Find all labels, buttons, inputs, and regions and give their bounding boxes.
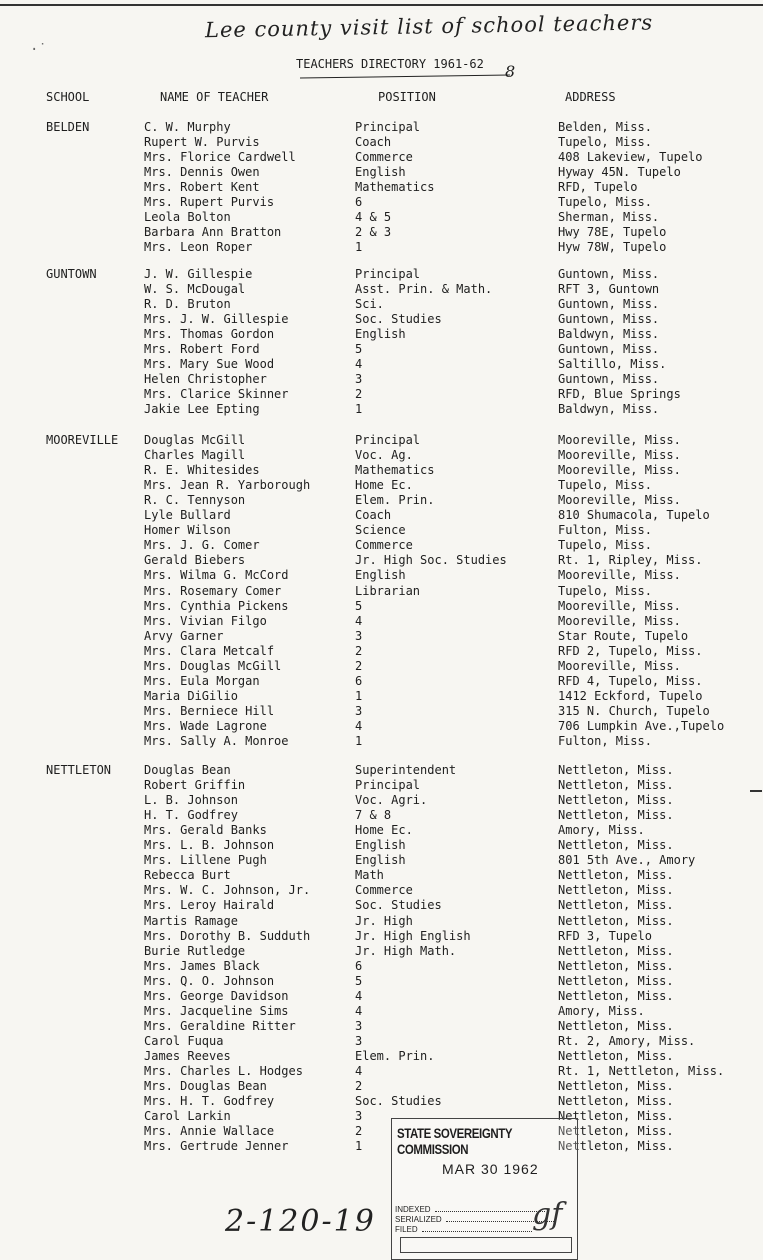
- address-cell: Nettleton, Miss.: [558, 883, 674, 898]
- address-cell: 706 Lumpkin Ave.,Tupelo: [558, 718, 725, 733]
- table-row: [0, 553, 763, 568]
- position-cell: Math: [355, 868, 384, 883]
- position-cell: 7 & 8: [355, 808, 392, 823]
- school-cell: MOOREVILLE: [46, 433, 119, 447]
- table-row: [0, 719, 763, 734]
- teacher-name-cell: Mrs. Sally A. Monroe: [144, 734, 289, 748]
- address-cell: Mooreville, Miss.: [558, 493, 681, 508]
- position-cell: 1: [355, 1139, 363, 1154]
- position-cell: 3: [355, 703, 363, 718]
- table-row: [0, 240, 763, 255]
- teacher-name-cell: Mrs. Eula Morgan: [144, 673, 260, 688]
- table-row: [0, 357, 763, 372]
- position-cell: Mathematics: [355, 180, 435, 195]
- address-cell: RFD, Tupelo: [558, 180, 638, 195]
- table-row: [0, 584, 763, 599]
- title-underline: [300, 75, 510, 79]
- teacher-name-cell: R. C. Tennyson: [144, 493, 246, 508]
- table-row: [0, 210, 763, 225]
- table-row: [0, 1109, 763, 1124]
- teacher-name-cell: L. B. Johnson: [144, 793, 238, 808]
- position-cell: English: [355, 165, 406, 180]
- teacher-name-cell: Mrs. Douglas McGill: [144, 658, 282, 673]
- table-row: [0, 1049, 763, 1064]
- position-cell: Science: [355, 523, 406, 538]
- teacher-name-cell: Mrs. Dorothy B. Sudduth: [144, 928, 311, 943]
- teacher-name-cell: Carol Fuqua: [144, 1033, 224, 1048]
- address-cell: Nettleton, Miss.: [558, 1079, 674, 1094]
- teacher-name-cell: Mrs. Jean R. Yarborough: [144, 478, 311, 493]
- table-row: [0, 478, 763, 493]
- table-row: [0, 448, 763, 463]
- table-row: [0, 1034, 763, 1049]
- position-cell: 6: [355, 958, 363, 973]
- address-cell: RFD 4, Tupelo, Miss.: [558, 673, 703, 688]
- position-cell: Jr. High Soc. Studies: [355, 553, 507, 568]
- teacher-name-cell: Mrs. Leon Roper: [144, 240, 253, 255]
- table-row: [0, 853, 763, 868]
- address-cell: Guntown, Miss.: [558, 372, 660, 387]
- teacher-name-cell: Mrs. Mary Sue Wood: [144, 357, 275, 372]
- table-row: [0, 327, 763, 342]
- teacher-name-cell: Homer Wilson: [144, 523, 231, 538]
- address-cell: Nettleton, Miss.: [558, 988, 674, 1003]
- teacher-name-cell: Mrs. Wilma G. McCord: [144, 568, 289, 583]
- table-row: [0, 838, 763, 853]
- teacher-name-cell: Mrs. Clara Metcalf: [144, 643, 275, 658]
- table-row: [0, 989, 763, 1004]
- position-cell: Sci.: [355, 297, 384, 312]
- address-cell: Nettleton, Miss.: [558, 808, 674, 823]
- position-cell: 2: [355, 658, 363, 673]
- position-cell: Principal: [355, 120, 421, 134]
- address-cell: 1412 Eckford, Tupelo: [558, 688, 703, 703]
- teacher-name-cell: R. E. Whitesides: [144, 463, 260, 478]
- table-row: [0, 508, 763, 523]
- table-row: [0, 342, 763, 357]
- position-cell: 2 & 3: [355, 225, 392, 240]
- table-row: [0, 135, 763, 150]
- table-row: [0, 734, 763, 749]
- position-cell: 5: [355, 342, 363, 357]
- teacher-name-cell: Mrs. H. T. Godfrey: [144, 1094, 275, 1109]
- table-row: [0, 1079, 763, 1094]
- table-row: [0, 523, 763, 538]
- teacher-name-cell: Rebecca Burt: [144, 868, 231, 883]
- address-cell: Nettleton, Miss.: [558, 898, 674, 913]
- teacher-name-cell: Mrs. Q. O. Johnson: [144, 973, 275, 988]
- table-row: [0, 180, 763, 195]
- position-cell: Elem. Prin.: [355, 1048, 435, 1063]
- table-row: [0, 165, 763, 180]
- teacher-name-cell: Leola Bolton: [144, 210, 231, 225]
- header-position: POSITION: [378, 90, 436, 104]
- table-row: [0, 974, 763, 989]
- address-cell: Star Route, Tupelo: [558, 628, 689, 643]
- position-cell: Commerce: [355, 883, 413, 898]
- table-row: [0, 629, 763, 644]
- title-mark: 8: [505, 62, 516, 81]
- position-cell: Coach: [355, 135, 392, 150]
- table-row: [0, 297, 763, 312]
- address-cell: Nettleton, Miss.: [558, 1048, 674, 1063]
- table-row: [0, 793, 763, 808]
- table-row: [0, 493, 763, 508]
- position-cell: 4: [355, 718, 363, 733]
- top-border: [0, 4, 763, 6]
- table-row: [0, 898, 763, 913]
- address-cell: Rt. 1, Ripley, Miss.: [558, 553, 703, 568]
- table-row: [0, 1094, 763, 1109]
- address-cell: RFD 2, Tupelo, Miss.: [558, 643, 703, 658]
- table-row: [0, 402, 763, 417]
- teacher-name-cell: Mrs. Cynthia Pickens: [144, 598, 289, 613]
- teacher-name-cell: Arvy Garner: [144, 628, 224, 643]
- address-cell: Baldwyn, Miss.: [558, 327, 660, 342]
- position-cell: 1: [355, 402, 363, 417]
- address-cell: Nettleton, Miss.: [558, 1124, 674, 1139]
- address-cell: Mooreville, Miss.: [558, 568, 681, 583]
- table-row: [0, 120, 763, 135]
- address-cell: Tupelo, Miss.: [558, 538, 652, 553]
- table-row: [0, 599, 763, 614]
- table-row: [0, 538, 763, 553]
- table-row: [0, 1004, 763, 1019]
- teacher-name-cell: Mrs. Gertrude Jenner: [144, 1139, 289, 1154]
- address-cell: Nettleton, Miss.: [558, 763, 674, 777]
- position-cell: Principal: [355, 433, 421, 447]
- position-cell: 3: [355, 1033, 363, 1048]
- table-row: [0, 808, 763, 823]
- table-row: [0, 914, 763, 929]
- address-cell: Guntown, Miss.: [558, 297, 660, 312]
- position-cell: 4: [355, 613, 363, 628]
- address-cell: Nettleton, Miss.: [558, 913, 674, 928]
- position-cell: 3: [355, 1018, 363, 1033]
- table-row: [0, 463, 763, 478]
- stamp-filed: FILED: [395, 1225, 532, 1234]
- teacher-name-cell: Mrs. Charles L. Hodges: [144, 1064, 303, 1078]
- table-row: [0, 644, 763, 659]
- teacher-name-cell: Mrs. Rosemary Comer: [144, 583, 282, 598]
- teacher-name-cell: Mrs. Leroy Hairald: [144, 898, 275, 913]
- teacher-name-cell: Mrs. Berniece Hill: [144, 703, 275, 718]
- teacher-name-cell: W. S. McDougal: [144, 282, 246, 297]
- position-cell: 2: [355, 1124, 363, 1139]
- position-cell: Asst. Prin. & Math.: [355, 282, 493, 297]
- table-row: [0, 150, 763, 165]
- address-cell: Hyw 78W, Tupelo: [558, 240, 667, 255]
- address-cell: Mooreville, Miss.: [558, 463, 681, 478]
- table-row: [0, 689, 763, 704]
- address-cell: Nettleton, Miss.: [558, 1094, 674, 1109]
- teacher-name-cell: H. T. Godfrey: [144, 808, 238, 823]
- table-row: [0, 778, 763, 793]
- position-cell: 4: [355, 1003, 363, 1018]
- position-cell: 4 & 5: [355, 210, 392, 225]
- teacher-name-cell: Carol Larkin: [144, 1109, 231, 1124]
- teacher-name-cell: C. W. Murphy: [144, 120, 231, 134]
- address-cell: Mooreville, Miss.: [558, 433, 681, 447]
- address-cell: Nettleton, Miss.: [558, 838, 674, 853]
- position-cell: Voc. Ag.: [355, 448, 413, 463]
- table-row: [0, 704, 763, 719]
- header-school: SCHOOL: [46, 90, 90, 104]
- address-cell: Nettleton, Miss.: [558, 958, 674, 973]
- position-cell: Mathematics: [355, 463, 435, 478]
- address-cell: Nettleton, Miss.: [558, 1139, 674, 1154]
- address-cell: 810 Shumacola, Tupelo: [558, 508, 710, 523]
- table-row: [0, 614, 763, 629]
- teacher-name-cell: Douglas Bean: [144, 763, 231, 777]
- table-row: [0, 312, 763, 327]
- teacher-name-cell: Mrs. W. C. Johnson, Jr.: [144, 883, 311, 898]
- address-cell: Mooreville, Miss.: [558, 613, 681, 628]
- teacher-name-cell: Mrs. Lillene Pugh: [144, 853, 267, 868]
- position-cell: 4: [355, 357, 363, 372]
- address-cell: Rt. 2, Amory, Miss.: [558, 1033, 696, 1048]
- position-cell: 1: [355, 734, 363, 748]
- position-cell: 6: [355, 195, 363, 210]
- position-cell: Soc. Studies: [355, 312, 442, 327]
- stamp-box: [400, 1237, 572, 1253]
- position-cell: 3: [355, 628, 363, 643]
- table-row: [0, 823, 763, 838]
- table-row: [0, 267, 763, 282]
- teacher-name-cell: Mrs. George Davidson: [144, 988, 289, 1003]
- address-cell: Saltillo, Miss.: [558, 357, 667, 372]
- school-cell: BELDEN: [46, 120, 90, 134]
- address-cell: Fulton, Miss.: [558, 734, 652, 748]
- stamp-serialized: SERIALIZED: [395, 1215, 556, 1224]
- teacher-name-cell: Mrs. Vivian Filgo: [144, 613, 267, 628]
- address-cell: Guntown, Miss.: [558, 312, 660, 327]
- table-row: [0, 1019, 763, 1034]
- address-cell: Nettleton, Miss.: [558, 1018, 674, 1033]
- teacher-name-cell: Martis Ramage: [144, 913, 238, 928]
- position-cell: 2: [355, 1079, 363, 1094]
- teacher-name-cell: Mrs. Jacqueline Sims: [144, 1003, 289, 1018]
- address-cell: Nettleton, Miss.: [558, 943, 674, 958]
- address-cell: Nettleton, Miss.: [558, 793, 674, 808]
- address-cell: Nettleton, Miss.: [558, 1109, 674, 1124]
- position-cell: 2: [355, 643, 363, 658]
- teacher-name-cell: Mrs. Geraldine Ritter: [144, 1018, 296, 1033]
- teacher-name-cell: Jakie Lee Epting: [144, 402, 260, 417]
- header-name: NAME OF TEACHER: [160, 90, 269, 104]
- table-row: [0, 929, 763, 944]
- table-row: [0, 674, 763, 689]
- address-cell: Nettleton, Miss.: [558, 868, 674, 883]
- address-cell: Baldwyn, Miss.: [558, 402, 660, 417]
- table-row: [0, 1064, 763, 1079]
- table-row: [0, 1139, 763, 1154]
- address-cell: RFT 3, Guntown: [558, 282, 660, 297]
- position-cell: Librarian: [355, 583, 421, 598]
- address-cell: Tupelo, Miss.: [558, 583, 652, 598]
- address-cell: Amory, Miss.: [558, 823, 645, 838]
- address-cell: Sherman, Miss.: [558, 210, 660, 225]
- position-cell: 4: [355, 988, 363, 1003]
- address-cell: Hwy 78E, Tupelo: [558, 225, 667, 240]
- address-cell: Mooreville, Miss.: [558, 598, 681, 613]
- position-cell: Soc. Studies: [355, 1094, 442, 1109]
- position-cell: Elem. Prin.: [355, 493, 435, 508]
- position-cell: Jr. High: [355, 913, 413, 928]
- position-cell: 6: [355, 673, 363, 688]
- position-cell: Commerce: [355, 150, 413, 165]
- teacher-name-cell: Charles Magill: [144, 448, 246, 463]
- address-cell: Guntown, Miss.: [558, 342, 660, 357]
- teacher-name-cell: Maria DiGilio: [144, 688, 238, 703]
- stamp-indexed: INDEXED: [395, 1205, 545, 1214]
- document-title: TEACHERS DIRECTORY 1961-62: [296, 57, 484, 71]
- address-cell: Nettleton, Miss.: [558, 778, 674, 793]
- teacher-name-cell: Mrs. Florice Cardwell: [144, 150, 296, 165]
- school-cell: GUNTOWN: [46, 267, 97, 281]
- teacher-name-cell: Mrs. Dennis Owen: [144, 165, 260, 180]
- handwritten-title: Lee county visit list of school teachers: [204, 10, 654, 43]
- address-cell: Tupelo, Miss.: [558, 478, 652, 493]
- position-cell: 2: [355, 387, 363, 402]
- margin-tick: [750, 790, 762, 792]
- teacher-name-cell: Robert Griffin: [144, 778, 246, 793]
- table-row: [0, 944, 763, 959]
- position-cell: Soc. Studies: [355, 898, 442, 913]
- address-cell: Tupelo, Miss.: [558, 135, 652, 150]
- teacher-name-cell: Mrs. J. W. Gillespie: [144, 312, 289, 327]
- position-cell: 1: [355, 240, 363, 255]
- teacher-name-cell: Helen Christopher: [144, 372, 267, 387]
- position-cell: Jr. High English: [355, 928, 471, 943]
- table-row: [0, 225, 763, 240]
- address-cell: 801 5th Ave., Amory: [558, 853, 696, 868]
- table-row: [0, 387, 763, 402]
- teacher-name-cell: Mrs. James Black: [144, 958, 260, 973]
- school-cell: NETTLETON: [46, 763, 112, 777]
- address-cell: Belden, Miss.: [558, 120, 652, 134]
- table-row: [0, 195, 763, 210]
- address-cell: RFD 3, Tupelo: [558, 928, 652, 943]
- position-cell: English: [355, 327, 406, 342]
- table-row: [0, 868, 763, 883]
- position-cell: 5: [355, 973, 363, 988]
- teacher-name-cell: James Reeves: [144, 1048, 231, 1063]
- address-cell: Mooreville, Miss.: [558, 658, 681, 673]
- address-cell: Nettleton, Miss.: [558, 973, 674, 988]
- teacher-name-cell: Mrs. Wade Lagrone: [144, 718, 267, 733]
- position-cell: 4: [355, 1064, 363, 1078]
- position-cell: 3: [355, 372, 363, 387]
- teacher-name-cell: J. W. Gillespie: [144, 267, 253, 281]
- stamp-initials: gf: [532, 1197, 563, 1232]
- position-cell: Home Ec.: [355, 478, 413, 493]
- table-row: [0, 763, 763, 778]
- teacher-name-cell: Lyle Bullard: [144, 508, 231, 523]
- teacher-name-cell: Mrs. Douglas Bean: [144, 1079, 267, 1094]
- table-row: [0, 568, 763, 583]
- position-cell: English: [355, 838, 406, 853]
- teacher-name-cell: Rupert W. Purvis: [144, 135, 260, 150]
- teacher-name-cell: Douglas McGill: [144, 433, 246, 447]
- address-cell: 315 N. Church, Tupelo: [558, 703, 710, 718]
- table-row: [0, 372, 763, 387]
- table-row: [0, 883, 763, 898]
- teacher-name-cell: Mrs. Gerald Banks: [144, 823, 267, 838]
- address-cell: RFD, Blue Springs: [558, 387, 681, 402]
- stamp-date: MAR 30 1962: [442, 1161, 539, 1177]
- address-cell: Guntown, Miss.: [558, 267, 660, 281]
- teacher-name-cell: Mrs. Rupert Purvis: [144, 195, 275, 210]
- received-stamp: [391, 1118, 578, 1260]
- position-cell: 1: [355, 688, 363, 703]
- teacher-name-cell: Mrs. L. B. Johnson: [144, 838, 275, 853]
- address-cell: Rt. 1, Nettleton, Miss.: [558, 1064, 725, 1078]
- position-cell: 5: [355, 598, 363, 613]
- address-cell: 408 Lakeview, Tupelo: [558, 150, 703, 165]
- margin-mark: ·˙: [30, 42, 47, 58]
- handwritten-file-number: 2-120-19: [225, 1204, 376, 1239]
- teacher-name-cell: Gerald Biebers: [144, 553, 246, 568]
- position-cell: Coach: [355, 508, 392, 523]
- address-cell: Fulton, Miss.: [558, 523, 652, 538]
- position-cell: Commerce: [355, 538, 413, 553]
- position-cell: Principal: [355, 778, 421, 793]
- stamp-title: STATE SOVEREIGNTY COMMISSION: [397, 1125, 512, 1157]
- table-row: [0, 659, 763, 674]
- table-row: [0, 282, 763, 297]
- position-cell: English: [355, 853, 406, 868]
- position-cell: Home Ec.: [355, 823, 413, 838]
- table-row: [0, 959, 763, 974]
- header-address: ADDRESS: [565, 90, 616, 104]
- position-cell: Superintendent: [355, 763, 457, 777]
- teacher-name-cell: Mrs. Clarice Skinner: [144, 387, 289, 402]
- teacher-name-cell: Mrs. Annie Wallace: [144, 1124, 275, 1139]
- position-cell: Jr. High Math.: [355, 943, 457, 958]
- teacher-name-cell: R. D. Bruton: [144, 297, 231, 312]
- address-cell: Amory, Miss.: [558, 1003, 645, 1018]
- address-cell: Tupelo, Miss.: [558, 195, 652, 210]
- address-cell: Hyway 45N. Tupelo: [558, 165, 681, 180]
- teacher-name-cell: Mrs. J. G. Comer: [144, 538, 260, 553]
- teacher-name-cell: Mrs. Thomas Gordon: [144, 327, 275, 342]
- table-row: [0, 433, 763, 448]
- teacher-name-cell: Barbara Ann Bratton: [144, 225, 282, 240]
- address-cell: Mooreville, Miss.: [558, 448, 681, 463]
- position-cell: Voc. Agri.: [355, 793, 428, 808]
- teacher-name-cell: Mrs. Robert Ford: [144, 342, 260, 357]
- position-cell: English: [355, 568, 406, 583]
- teacher-name-cell: Burie Rutledge: [144, 943, 246, 958]
- position-cell: Principal: [355, 267, 421, 281]
- teacher-name-cell: Mrs. Robert Kent: [144, 180, 260, 195]
- table-row: [0, 1124, 763, 1139]
- position-cell: 3: [355, 1109, 363, 1124]
